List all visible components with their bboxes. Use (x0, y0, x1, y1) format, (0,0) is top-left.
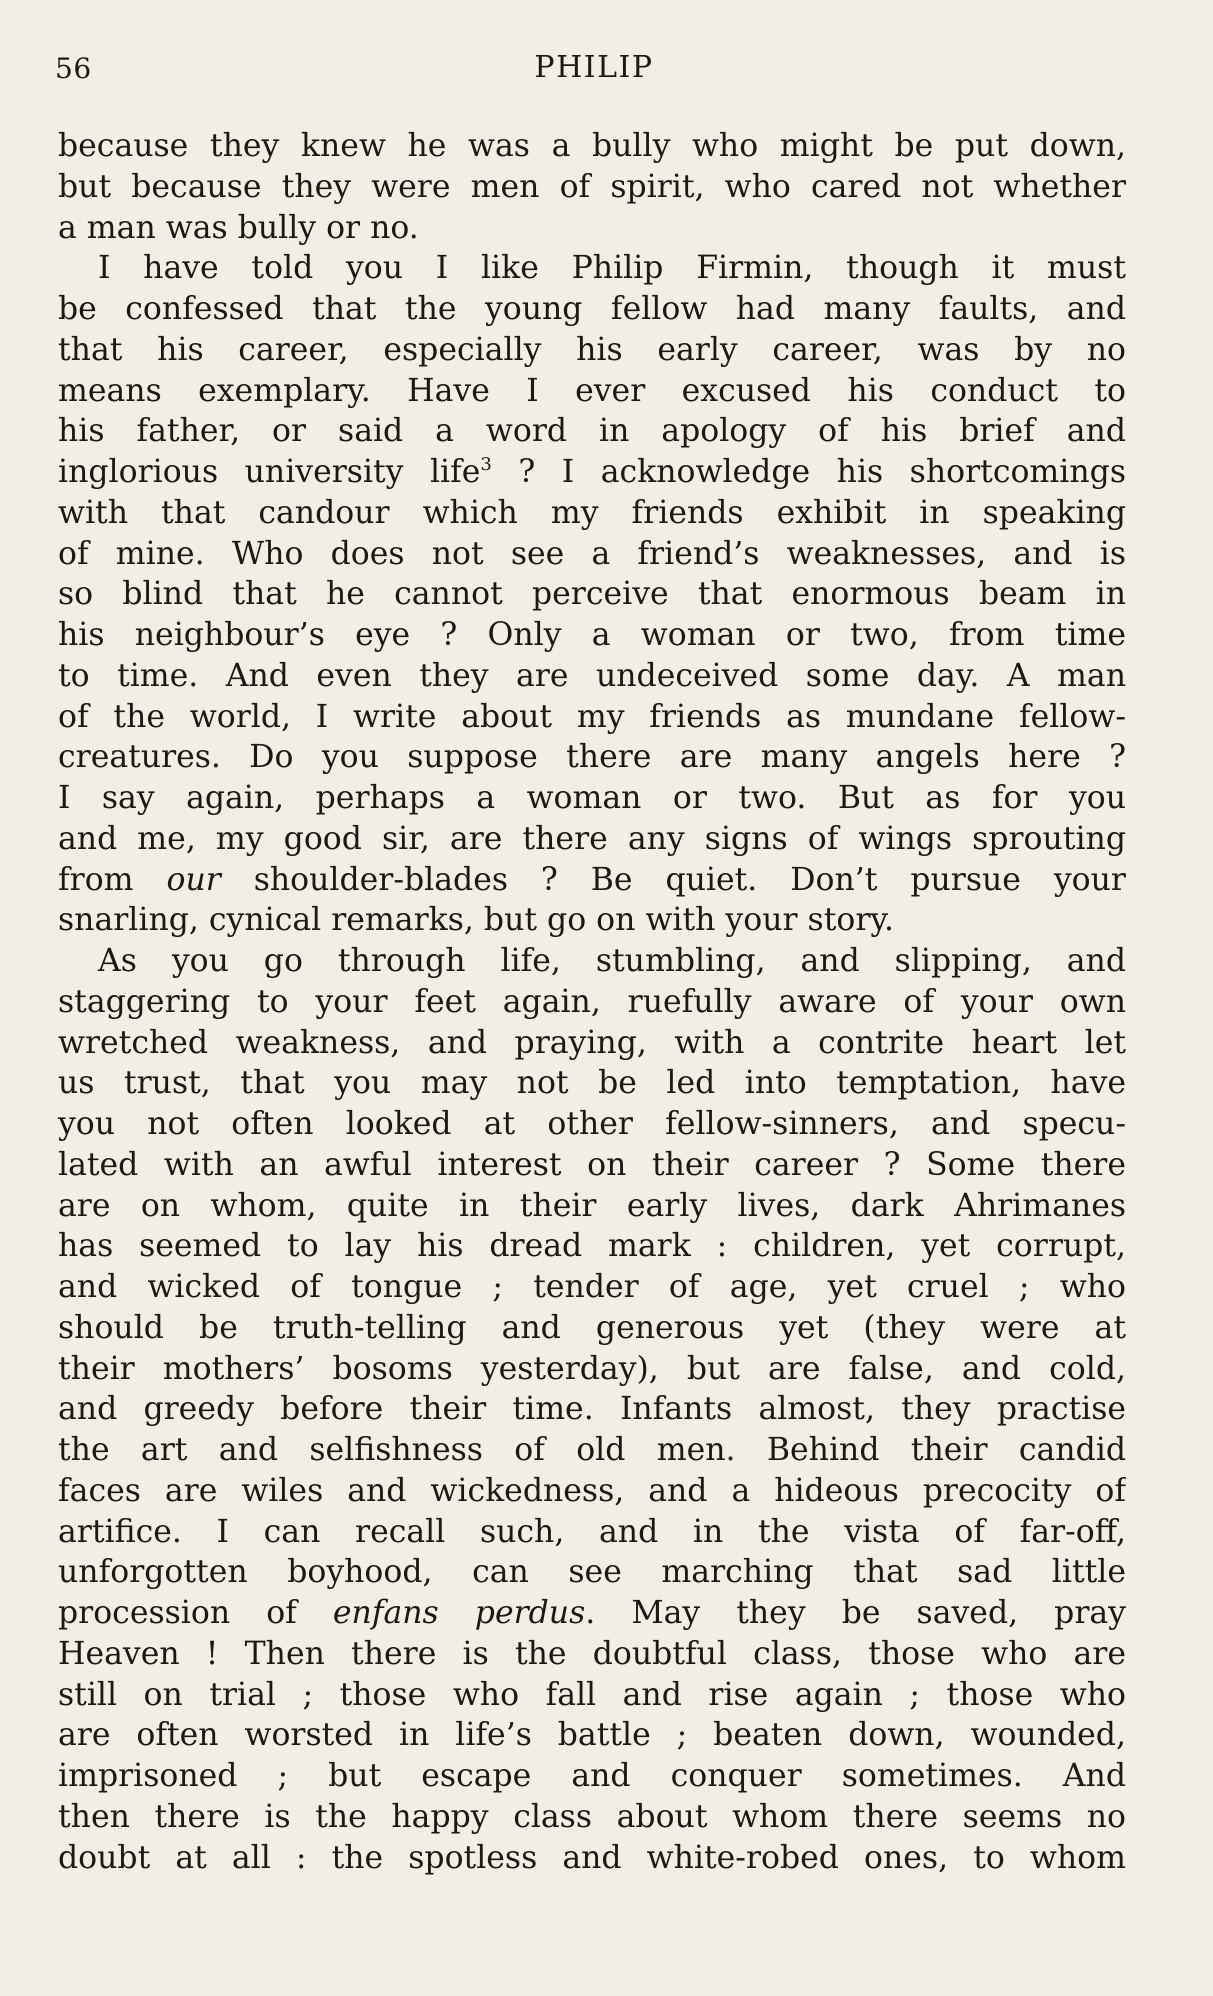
text-line (58, 452, 1126, 493)
text-line: I say again, perhaps a woman or two. But as for you (58, 780, 1126, 816)
text-line: to time. And even they are undeceived some day. A man (58, 657, 1126, 694)
text-line: creatures. Do you suppose there are many angels here ? (58, 739, 1126, 776)
text-line: snarling, cynical remarks, but go on with your story. (58, 902, 895, 939)
text-line: Heaven ! Then there is the doubtful class, those who are (58, 1635, 1126, 1672)
page-number: 56 (55, 52, 92, 85)
text-line (58, 1593, 1126, 1634)
paragraph-first-line: I have told you I like Philip Firmin, though it must (98, 250, 1126, 287)
text-line: his neighbour’s eye ? Only a woman or two, from time (58, 617, 1126, 653)
italic-text: enfans perdus (332, 1595, 586, 1631)
italic-text: our (166, 861, 221, 898)
text-line: but because they were men of spirit, who cared not whether (58, 168, 1126, 205)
text-line: of the world, I write about my friends as mundane fellow- (58, 698, 1126, 735)
text-line: are on whom, quite in their early lives, dark Ahrimanes (58, 1187, 1126, 1224)
text-line: with that candour which my friends exhibit in speaking (58, 494, 1126, 531)
line-text: shoulder-blades ? Be quiet. Don’t pursue your (220, 861, 1126, 898)
body-text (58, 126, 1126, 1878)
text-line: has seemed to lay his dread mark : children, yet corrupt, (58, 1228, 1126, 1265)
text-line: that his career, especially his early career, was by no (58, 331, 1126, 368)
text-line: imprisoned ; but escape and conquer sometimes. And (58, 1758, 1126, 1794)
text-line: unforgotten boyhood, can see marching that sad little (58, 1554, 1126, 1591)
text-line: because they knew he was a bully who might be put down, (58, 128, 1126, 164)
text-line: us trust, that you may not be led into temptation, have (58, 1065, 1126, 1102)
text-line: his father, or said a word in apology of his brief and (58, 413, 1126, 450)
text-line: still on trial ; those who fall and rise again ; those who (58, 1676, 1126, 1713)
text-line: a man was bully or no. (58, 209, 419, 246)
text-line: then there is the happy class about whom there seems no (58, 1798, 1126, 1835)
page-header (55, 48, 1133, 92)
text-line: and me, my good sir, are there any signs of wings sprouting (58, 820, 1126, 857)
text-line: artifice. I can recall such, and in the vista of far-off, (58, 1513, 1126, 1550)
text-line: of mine. Who does not see a friend’s weaknesses, and is (58, 535, 1126, 572)
line-text: procession of (58, 1595, 333, 1631)
text-line: doubt at all : the spotless and white-robed ones, to whom (58, 1839, 1126, 1876)
text-line: and wicked of tongue ; tender of age, yet cruel ; who (58, 1269, 1126, 1305)
footnote-marker: 3 (480, 454, 492, 475)
text-line: and greedy before their time. Infants almost, they practise (58, 1391, 1126, 1428)
paragraph-first-line: As you go through life, stumbling, and slipping, and (98, 943, 1126, 979)
text-line: lated with an awful interest on their career ? Some there (58, 1146, 1126, 1183)
line-text: inglorious university life (58, 454, 481, 490)
text-line: so blind that he cannot perceive that enormous beam in (58, 576, 1126, 613)
running-head: PHILIP (534, 50, 654, 85)
text-line: staggering to your feet again, ruefully aware of your own (58, 983, 1126, 1020)
text-line: are often worsted in life’s battle ; beaten down, wounded, (58, 1717, 1126, 1754)
text-line: you not often looked at other fellow-sinners, and specu- (58, 1106, 1126, 1142)
text-line: be confessed that the young fellow had many faults, and (58, 291, 1126, 327)
text-line: means exemplary. Have I ever excused his conduct to (58, 372, 1126, 409)
line-text: from (58, 861, 167, 898)
line-text: . May they be saved, pray (585, 1595, 1126, 1631)
text-line (58, 860, 1126, 901)
text-line: faces are wiles and wickedness, and a hideous precocity of (58, 1472, 1126, 1509)
text-line: should be truth-telling and generous yet (they were at (58, 1309, 1126, 1346)
line-text: ? I acknowledge his shortcomings (491, 454, 1126, 490)
text-line: the art and selfishness of old men. Behind their candid (58, 1432, 1126, 1468)
text-line: their mothers’ bosoms yesterday), but are false, and cold, (58, 1350, 1126, 1387)
text-line: wretched weakness, and praying, with a contrite heart let (58, 1024, 1126, 1061)
